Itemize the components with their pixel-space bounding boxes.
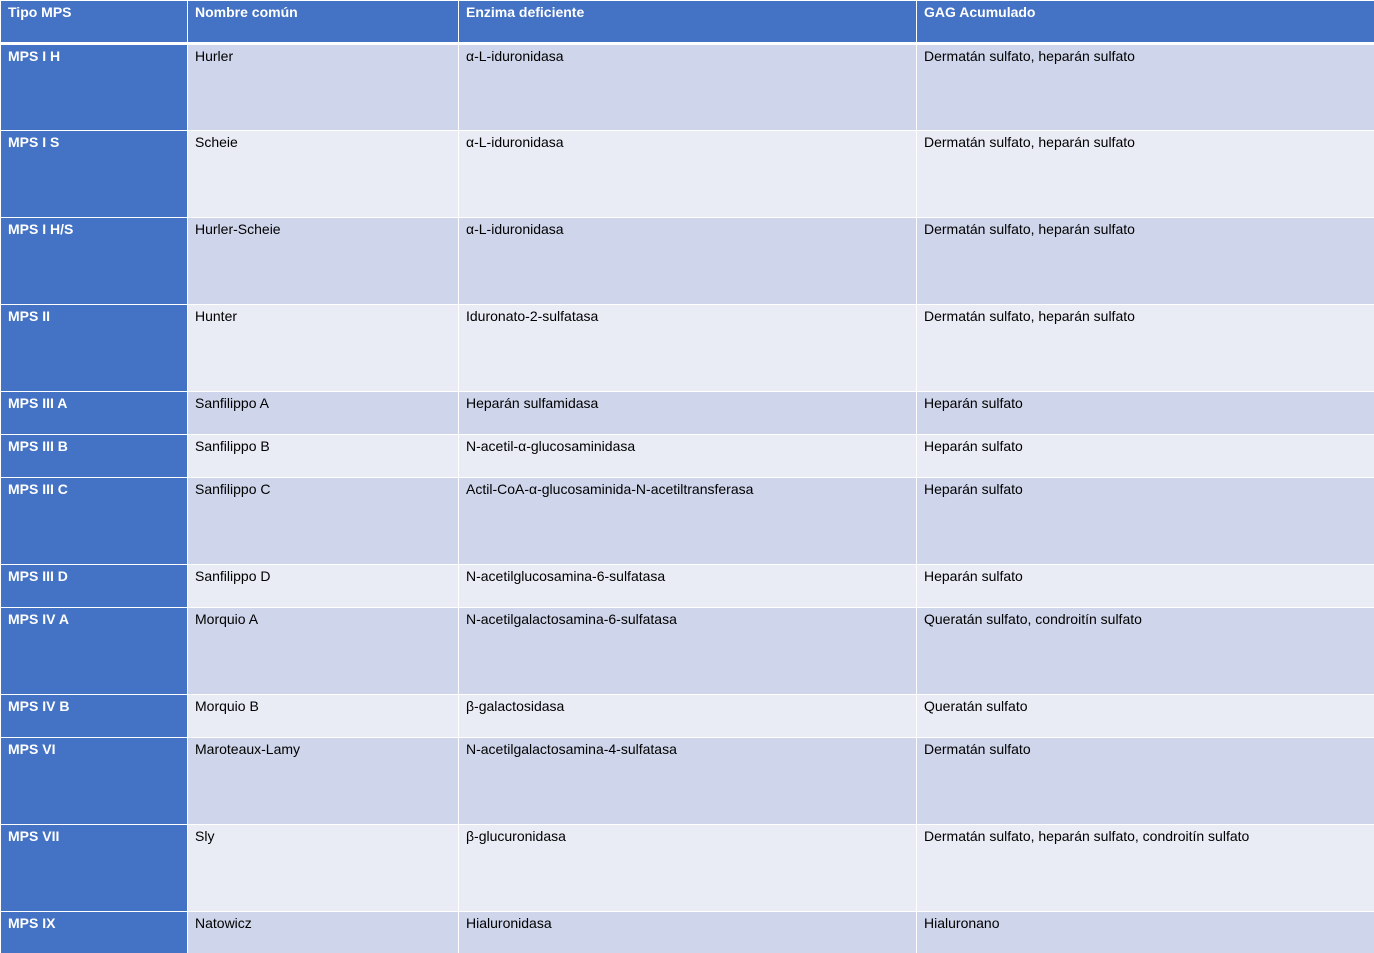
cell-gag-acumulado: Dermatán sulfato, heparán sulfato, condroitín sulfato	[917, 825, 1374, 912]
cell-enzima-deficiente: Heparán sulfamidasa	[459, 392, 917, 435]
cell-enzima-deficiente: α-L-iduronidasa	[459, 44, 917, 131]
table-header	[1, 1, 1374, 44]
cell-nombre-comun: Sanfilippo A	[188, 392, 459, 435]
cell-tipo-mps: MPS II	[1, 305, 188, 392]
table-row	[1, 392, 1374, 435]
cell-nombre-comun: Natowicz	[188, 912, 459, 953]
table-row	[1, 478, 1374, 565]
cell-nombre-comun: Sanfilippo C	[188, 478, 459, 565]
table-row	[1, 608, 1374, 695]
cell-enzima-deficiente: N-acetilglucosamina-6-sulfatasa	[459, 565, 917, 608]
cell-enzima-deficiente: Actil-CoA-α-glucosaminida-N-acetiltransferasa	[459, 478, 917, 565]
cell-enzima-deficiente: N-acetilgalactosamina-6-sulfatasa	[459, 608, 917, 695]
cell-nombre-comun: Hunter	[188, 305, 459, 392]
table-row	[1, 825, 1374, 912]
cell-gag-acumulado: Queratán sulfato	[917, 695, 1374, 738]
cell-tipo-mps: MPS IX	[1, 912, 188, 953]
header-enzima-deficiente: Enzima deficiente	[459, 1, 917, 44]
cell-gag-acumulado: Dermatán sulfato, heparán sulfato	[917, 305, 1374, 392]
header-nombre-comun: Nombre común	[188, 1, 459, 44]
cell-tipo-mps: MPS III C	[1, 478, 188, 565]
cell-nombre-comun: Maroteaux-Lamy	[188, 738, 459, 825]
cell-tipo-mps: MPS VI	[1, 738, 188, 825]
cell-tipo-mps: MPS IV B	[1, 695, 188, 738]
cell-nombre-comun: Morquio A	[188, 608, 459, 695]
cell-tipo-mps: MPS I S	[1, 131, 188, 218]
table-row	[1, 912, 1374, 953]
cell-enzima-deficiente: Iduronato-2-sulfatasa	[459, 305, 917, 392]
cell-tipo-mps: MPS III D	[1, 565, 188, 608]
cell-gag-acumulado: Dermatán sulfato	[917, 738, 1374, 825]
table-row	[1, 44, 1374, 131]
cell-tipo-mps: MPS IV A	[1, 608, 188, 695]
cell-nombre-comun: Hurler-Scheie	[188, 218, 459, 305]
cell-gag-acumulado: Dermatán sulfato, heparán sulfato	[917, 44, 1374, 131]
cell-enzima-deficiente: β-glucuronidasa	[459, 825, 917, 912]
cell-gag-acumulado: Heparán sulfato	[917, 435, 1374, 478]
cell-gag-acumulado: Dermatán sulfato, heparán sulfato	[917, 218, 1374, 305]
table-body	[1, 44, 1374, 953]
cell-gag-acumulado: Heparán sulfato	[917, 565, 1374, 608]
table-row	[1, 131, 1374, 218]
cell-enzima-deficiente: α-L-iduronidasa	[459, 218, 917, 305]
cell-gag-acumulado: Dermatán sulfato, heparán sulfato	[917, 131, 1374, 218]
cell-nombre-comun: Sanfilippo B	[188, 435, 459, 478]
cell-enzima-deficiente: Hialuronidasa	[459, 912, 917, 953]
table-row	[1, 218, 1374, 305]
header-row	[1, 1, 1374, 44]
cell-tipo-mps: MPS III A	[1, 392, 188, 435]
cell-enzima-deficiente: β-galactosidasa	[459, 695, 917, 738]
table-row	[1, 565, 1374, 608]
cell-enzima-deficiente: N-acetilgalactosamina-4-sulfatasa	[459, 738, 917, 825]
cell-tipo-mps: MPS I H	[1, 44, 188, 131]
cell-enzima-deficiente: N-acetil-α-glucosaminidasa	[459, 435, 917, 478]
cell-nombre-comun: Sanfilippo D	[188, 565, 459, 608]
table-row	[1, 435, 1374, 478]
cell-enzima-deficiente: α-L-iduronidasa	[459, 131, 917, 218]
cell-tipo-mps: MPS VII	[1, 825, 188, 912]
cell-nombre-comun: Hurler	[188, 44, 459, 131]
cell-tipo-mps: MPS I H/S	[1, 218, 188, 305]
cell-gag-acumulado: Hialuronano	[917, 912, 1374, 953]
cell-nombre-comun: Scheie	[188, 131, 459, 218]
cell-gag-acumulado: Heparán sulfato	[917, 478, 1374, 565]
cell-gag-acumulado: Queratán sulfato, condroitín sulfato	[917, 608, 1374, 695]
cell-nombre-comun: Morquio B	[188, 695, 459, 738]
cell-gag-acumulado: Heparán sulfato	[917, 392, 1374, 435]
table-row	[1, 695, 1374, 738]
cell-tipo-mps: MPS III B	[1, 435, 188, 478]
table-row	[1, 305, 1374, 392]
cell-nombre-comun: Sly	[188, 825, 459, 912]
header-tipo-mps: Tipo MPS	[1, 1, 188, 44]
table-row	[1, 738, 1374, 825]
header-gag-acumulado: GAG Acumulado	[917, 1, 1374, 44]
